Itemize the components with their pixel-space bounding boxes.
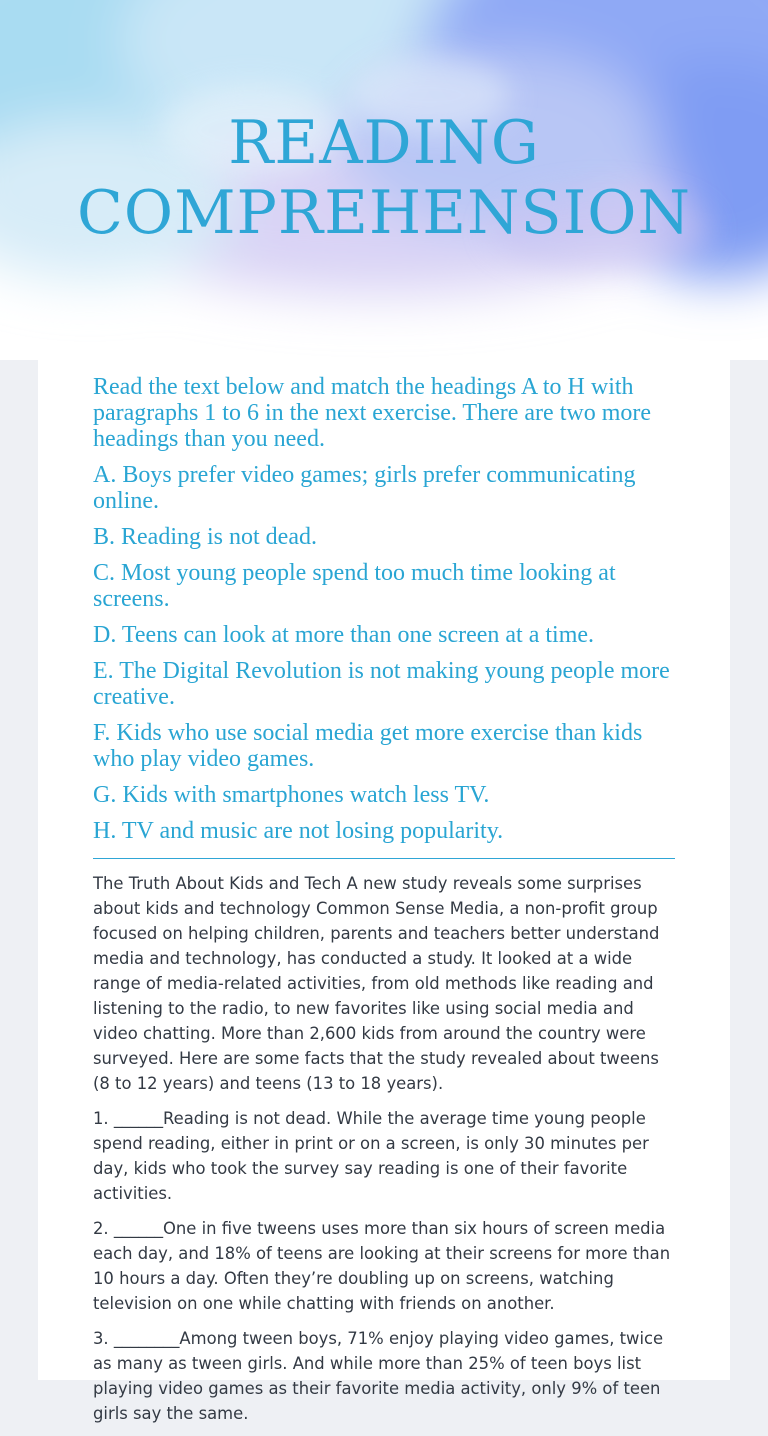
- worksheet-content: [93, 374, 675, 1436]
- heading-item-h: H. TV and music are not losing popularity.: [93, 818, 504, 844]
- heading-item-d: D. Teens can look at more than one screen at a time.: [93, 622, 595, 648]
- heading-item-a: A. Boys prefer video games; girls prefer communicating online.: [93, 462, 636, 514]
- worksheet-card: [38, 360, 730, 1423]
- heading-item-b: B. Reading is not dead.: [93, 524, 317, 550]
- header-banner: [0, 0, 768, 360]
- intro-paragraph: The Truth About Kids and Tech A new study reveals some surprises about kids and technology Common Sense Media, a non-profit group focused on helping children, parents and teachers better understand media and technology, has conducted a study. It looked at a wide range of media-related activities, from old methods like reading and listening to the radio, to new favorites like using social media and video chatting. More than 2,600 kids from around the country were surveyed. Here are some facts that the study revealed about tweens (8 to 12 years) and teens (13 to 18 years).: [93, 874, 660, 1093]
- page-title: [0, 108, 768, 248]
- instructions-text: Read the text below and match the headings A to H with paragraphs 1 to 6 in the next exercise. There are two more headings than you need.: [93, 374, 651, 452]
- heading-item-e: E. The Digital Revolution is not making young people more creative.: [93, 658, 670, 710]
- reading-text: [93, 871, 675, 1426]
- page-title-line-2: COMPREHENSION: [77, 178, 691, 248]
- heading-item-g: G. Kids with smartphones watch less TV.: [93, 782, 490, 808]
- paragraph-2: 2. ______One in five tweens uses more than six hours of screen media each day, and 18% of teens are looking at their screens for more than 10 hours a day. Often they’re doubling up on screens, watching television on one while chatting with friends on another.: [93, 1219, 671, 1313]
- page-title-line-1: READING: [228, 108, 540, 178]
- section-divider: [93, 858, 675, 859]
- headings-list: [93, 462, 675, 844]
- paragraph-3: 3. ________Among tween boys, 71% enjoy playing video games, twice as many as tween girls. And while more than 25% of teen boys list playing video games as their favorite media activity, only 9% of teen girls say the same.: [93, 1329, 664, 1423]
- heading-item-c: C. Most young people spend too much time looking at screens.: [93, 560, 616, 612]
- paragraph-1: 1. ______Reading is not dead. While the average time young people spend reading, either in print or on a screen, is only 30 minutes per day, kids who took the survey say reading is one of their favorite activities.: [93, 1109, 649, 1203]
- heading-item-f: F. Kids who use social media get more exercise than kids who play video games.: [93, 720, 643, 772]
